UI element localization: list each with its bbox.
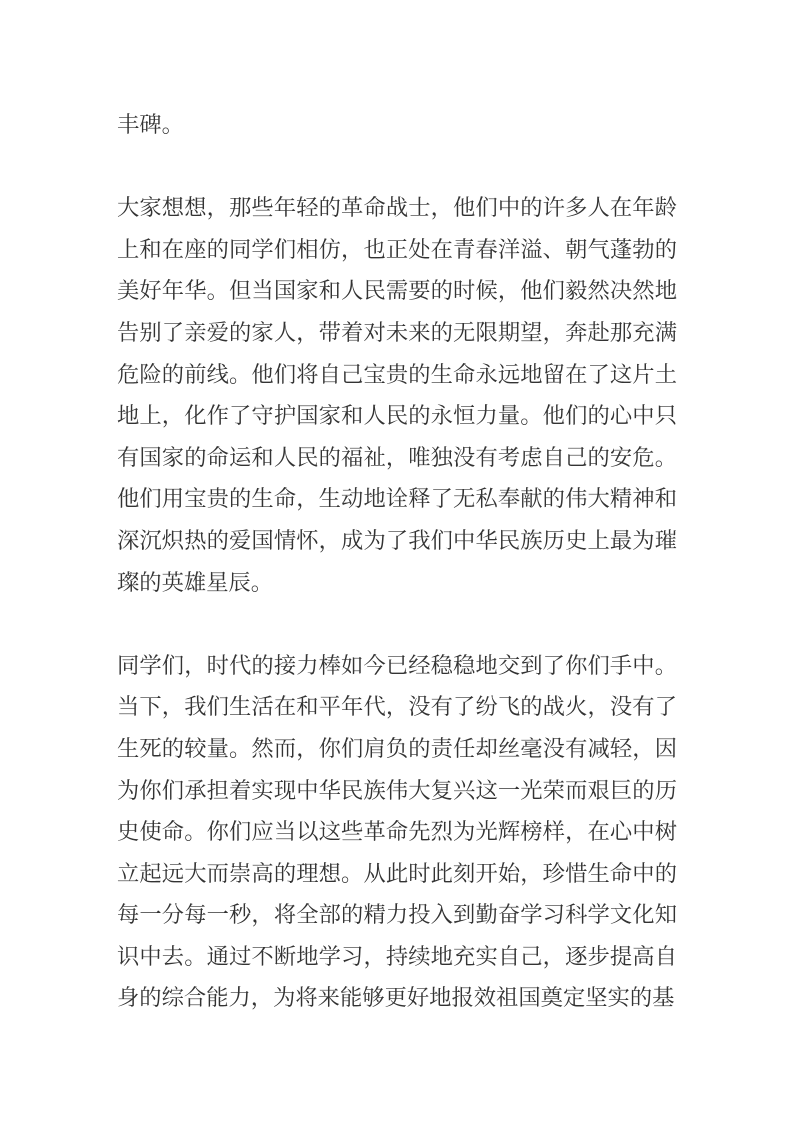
paragraph-fragment-top: 丰碑。 [117,112,184,138]
document-text-block [117,105,677,1020]
paragraph-body-2: 同学们，时代的接力棒如今已经稳稳地交到了你们手中。当下，我们生活在和平年代，没有了纷飞的战火，没有了生死的较量。然而，你们肩负的责任却丝毫没有减轻，因为你们承担着实现中华民族伟大复兴这一光荣而艰巨的历史使命。你们应当以这些革命先烈为光辉榜样，在心中树立起远大而崇高的理想。从此时此刻开始，珍惜生命中的每一分每一秒，将全部的精力投入到勤奋学习科学文化知识中去。通过不断地学习，持续地充实自己，逐步提高自身的综合能力，为将来能够更好地报效祖国奠定坚实的基 [117,652,677,1012]
paragraph-body-1: 大家想想，那些年轻的革命战士，他们中的许多人在年龄上和在座的同学们相仿，也正处在青春洋溢、朝气蓬勃的美好年华。但当国家和人民需要的时候，他们毅然决然地告别了亲爱的家人，带着对未来的无限期望，奔赴那充满危险的前线。他们将自己宝贵的生命永远地留在了这片土地上，化作了守护国家和人民的永恒力量。他们的心中只有国家的命运和人民的福祉，唯独没有考虑自己的安危。他们用宝贵的生命，生动地诠释了无私奉献的伟大精神和深沉炽热的爱国情怀，成为了我们中华民族历史上最为璀璨的英雄星辰。 [117,195,677,596]
